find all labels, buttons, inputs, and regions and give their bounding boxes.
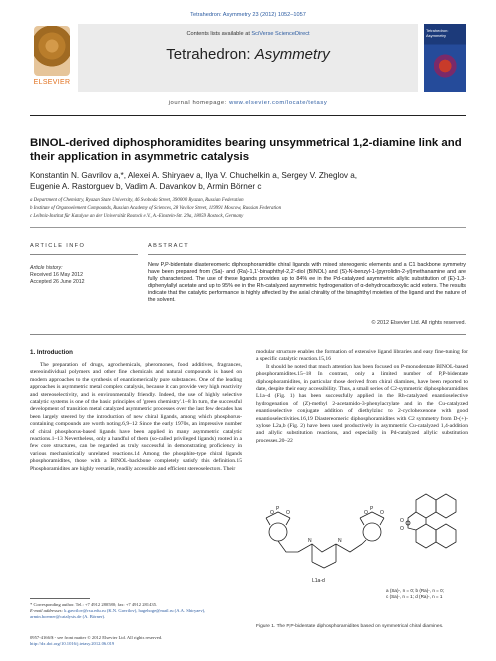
- svg-text:O: O: [270, 510, 274, 516]
- issn-line: 0957-4166/$ - see front matter © 2012 Elsevier Ltd. All rights reserved.: [30, 635, 163, 640]
- journal-header: [30, 24, 466, 108]
- accepted-date: Accepted 26 June 2012: [30, 279, 85, 285]
- svg-text:O: O: [400, 526, 404, 532]
- publisher-logo-text: ELSEVIER: [33, 79, 71, 86]
- affiliation-divider: [30, 227, 466, 228]
- body-column-right: [256, 349, 468, 445]
- intro-paragraph-2-continued: modular structure enables the formation of extensive ligand libraries and easy fine-tuning for a specific catalytic reaction.15,16: [256, 349, 468, 363]
- abstract-bottom-divider: [30, 334, 466, 335]
- svg-text:O: O: [400, 518, 404, 524]
- article-info-label: ARTICLE INFO: [30, 243, 86, 249]
- body-column-left: [30, 362, 242, 473]
- footnote-block: [30, 602, 242, 620]
- author-list: [30, 170, 470, 192]
- copyright-notice: © 2012 Elsevier Ltd. All rights reserved.: [371, 320, 466, 326]
- svg-text:O: O: [364, 510, 368, 516]
- journal-title-italic: Asymmetry: [254, 46, 330, 63]
- abstract-divider: [148, 254, 466, 255]
- svg-text:N: N: [308, 538, 312, 544]
- svg-text:P: P: [370, 506, 374, 512]
- svg-text:O: O: [286, 510, 290, 516]
- homepage-link[interactable]: www.elsevier.com/locate/tetasy: [229, 100, 328, 106]
- intro-paragraph-1: The preparation of drugs, agrochemicals, pheromones, food additives, fragrances, stereoindividual polymers and other fine chemicals and natural compounds is based on modern approaches to the synthesis of enantiomerically pure substances. One of the leading approaches is asymmetric metal complex catalysis, because it can provide very high reactivity and stereoselectivity, and is environmentally friendly. Indeed, the use of highly selective catalytic systems is one of the basic principles of 'green chemistry'.1–8 In turn, the successful development of transition metal catalyzed asymmetric processes over the last few decades has been largely steered by the introduction of new chiral ligands, among which phosphorus-containing compounds are worth noting.6,9–12 Since the early 1970s, an impressive number of chiral phosphorus-based ligands have been applied in many asymmetric catalytic reactions.1–13 Nevertheless, only a handful of them (so-called privileged ligands) rooted in a few core structures, can be regarded as truly successful in demonstrating proficiency in various mechanistically unrelated reactions.14 Among the phosphite-type chiral ligands phosphoramidites, those with a BINOL-backbone completely satisfy this definition.15 Phosphoramidites are highly versatile, readily accessible and efficient stereoselectors. Their: [30, 362, 242, 472]
- figure-legend-line-2: c (Sa)-, n = 1; d (Ra)-, n = 1: [386, 594, 443, 599]
- svg-text:N: N: [338, 538, 342, 544]
- email-prefix: E-mail addresses:: [30, 608, 65, 613]
- figure-legend: [386, 588, 444, 600]
- email-links[interactable]: k.gavrilov@rsu.edu.ru (K.N. Gavrilov), hagehoge@mail.ru (A.A. Shiryaev), armin.boerner@catalysis.de (A. Börner).: [30, 608, 206, 619]
- ligand-l1-structure: [266, 512, 384, 568]
- affiliation-b: b Institute of Organoelement Compounds, Russian Academy of Sciences, 28 Vavilov Street, 119991 Moscow, Russian Federation: [30, 206, 282, 211]
- elsevier-logo[interactable]: [30, 24, 74, 92]
- corresponding-author-note: * Corresponding author. Tel.: +7 4912 280580; fax: +7 4912 281435.: [30, 602, 158, 607]
- received-date: Received 16 May 2012: [30, 272, 84, 278]
- abstract-label: ABSTRACT: [148, 243, 190, 249]
- svg-text:O: O: [380, 510, 384, 516]
- ligand-label: L1a-d: [312, 578, 325, 584]
- article-history: [30, 265, 150, 286]
- figure-legend-line-1: a (Sa)-, n = 0; b (Ra)-, n = 0;: [386, 588, 444, 593]
- journal-homepage: [78, 100, 418, 106]
- history-label: Article history:: [30, 265, 63, 271]
- section-heading-introduction: 1. Introduction: [30, 349, 73, 356]
- binol-structure: [406, 494, 456, 548]
- figure-1[interactable]: [256, 470, 468, 620]
- intro-paragraph-3: It should be noted that much attention has been focused on P-monodentate BINOL-based phosphoramidites.15–18 In contrast, only a limited number of P,P-bidentate diphosphoramidites, in particular those derived from chiral diamines, have been reported to date, despite their easy accessibility. Thus, a small series of C2-symmetric diphosphoramidites L1a–d (Fig. 1) has been successfully applied in the Rh-catalyzed enantioselective hydrogenation of (Z)-methyl 2-acetamido-3-phenylacrylate and in the Cu-catalyzed enantioselective conjugate addition of diethylzinc to 2-cyclohexenone with good enantioselectivities.16,19 Diastereomeric diphosphoramidites with C2 symmetry from D-(+)-xylose L2a,b (Fig. 2) have been used productively in asymmetric Cu-catalyzed 1,4-addition and allylic substitution reactions, and especially in Pd-catalyzed allylic substitution processes.20–22: [256, 363, 468, 444]
- email-addresses: [30, 608, 242, 620]
- article-title: BINOL-derived diphosphoramidites bearing unsymmetrical 1,2-diamine link and their application in asymmetric catalysis: [30, 137, 462, 163]
- doi-link[interactable]: http://dx.doi.org/10.1016/j.tetasy.2012.06.019: [30, 641, 115, 646]
- cover-title: Tetrahedron: Asymmetry: [426, 28, 449, 38]
- journal-banner: [78, 24, 418, 92]
- journal-title-plain: Tetrahedron:: [166, 46, 255, 63]
- elsevier-tree-icon: [34, 26, 70, 76]
- contents-prefix: Contents lists available at: [186, 31, 252, 37]
- svg-text:P: P: [276, 506, 280, 512]
- figure-1-caption: Figure 1. The P,P-bidentate diphosphoramidites based on symmetrical chiral diamines.: [256, 624, 444, 629]
- affiliation-c: c Leibniz-Institut für Katalyse an der Universität Rostock e.V., A.-Einstein-Str. 29a, 18059 Rostock, Germany: [30, 214, 244, 219]
- journal-citation[interactable]: Tetrahedron: Asymmetry 23 (2012) 1052–1057: [190, 12, 306, 18]
- article-info-divider: [30, 254, 138, 255]
- authors-line-1[interactable]: Konstantin N. Gavrilov a,*, Alexei A. Shiryaev a, Ilya V. Chuchelkin a, Sergey V. Zheglov a,: [30, 171, 358, 180]
- cover-art-icon: [434, 54, 462, 78]
- sciencedirect-link[interactable]: SciVerse ScienceDirect: [251, 31, 310, 37]
- affiliation-a: a Department of Chemistry, Ryazan State University, 46 Svoboda Street, 390000 Ryazan, Russian Federation: [30, 198, 244, 203]
- front-matter-info: [30, 635, 242, 647]
- footnote-divider: [30, 598, 90, 599]
- header-divider: [30, 115, 466, 116]
- authors-line-2[interactable]: Eugenie A. Rastorguev b, Vadim A. Davankov b, Armin Börner c: [30, 182, 262, 191]
- abstract-text: New P,P-bidentate diastereomeric diphosphoramidite chiral ligands with mixed stereogenic elements and a C1 backbone symmetry have been prepared from (Sa)- and (Ra)-1,1′-binaphthyl-2,2′-diol (BINOL) and (S)-N-benzyl-1-(pyrrolidin-2-yl)methanamine and are fully characterized. The use of these ligands provides up to 84% ee in the Pd-catalyzed asymmetric allylic substitution of (E)-1,3-diphenylallyl acetate and up to 95% ee in the Rh-catalyzed asymmetric hydrogenation of α-dehydrocarboxylic acid esters. The results indicate that the catalytic performance is highly affected by the axial chirality of the binaphthyl moieties of the ligand and the nature of the solvent.: [148, 262, 466, 304]
- journal-cover-image[interactable]: [424, 24, 466, 92]
- homepage-prefix: journal homepage:: [168, 100, 230, 106]
- contents-line: [78, 31, 418, 37]
- journal-title: [78, 46, 418, 63]
